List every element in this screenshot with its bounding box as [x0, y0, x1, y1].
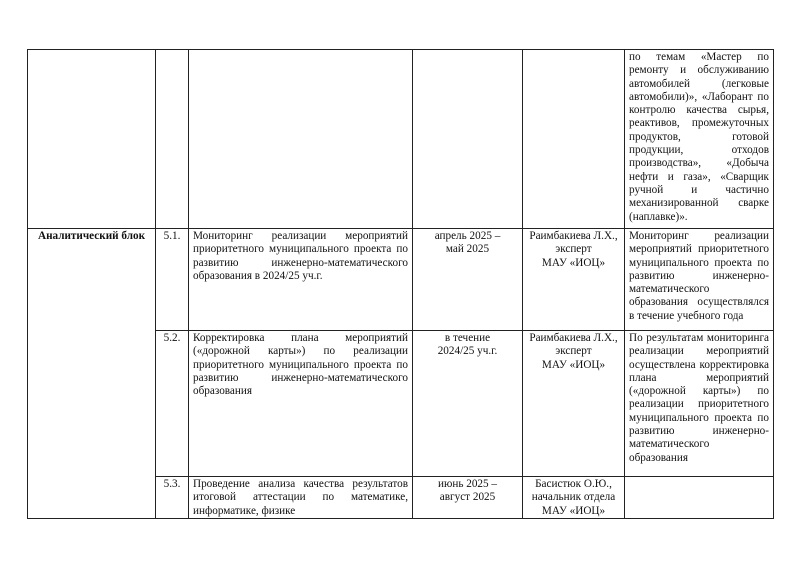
number-cell: 5.2. — [156, 331, 189, 477]
event-cell: Мониторинг реализации мероприятий приоритетного муниципального проекта по развитию инженерно-математического образования в 2024/25 уч.г. — [189, 229, 413, 331]
period-cell: июнь 2025 – август 2025 — [413, 477, 523, 519]
period-cell: в течение 2024/25 уч.г. — [413, 331, 523, 477]
table-row — [28, 229, 774, 331]
block-cell: Аналитический блок — [28, 229, 156, 519]
responsible-cell: Раимбакиева Л.Х., эксперт МАУ «ИОЦ» — [523, 229, 625, 331]
event-cell: Корректировка плана мероприятий («дорожной карты») по реализации приоритетного муниципального проекта по развитию инженерно-математического образования — [189, 331, 413, 477]
number-cell: 5.3. — [156, 477, 189, 519]
block-cell — [28, 50, 156, 229]
period-cell: апрель 2025 – май 2025 — [413, 229, 523, 331]
number-cell — [156, 50, 189, 229]
table-row — [28, 50, 774, 229]
result-cell: По результатам мониторинга реализации мероприятий осуществлена корректировка плана мероприятий («дорожной карты») по реализации приоритетного муниципального проекта по развитию инженерно-математического образования — [625, 331, 774, 477]
responsible-cell: Раимбакиева Л.Х., эксперт МАУ «ИОЦ» — [523, 331, 625, 477]
result-cell: Мониторинг реализации мероприятий приоритетного муниципального проекта по развитию инженерно-математического образования осуществлялся в течение учебного года — [625, 229, 774, 331]
event-cell: Проведение анализа качества результатов итоговой аттестации по математике, информатике, физике — [189, 477, 413, 519]
responsible-cell — [523, 50, 625, 229]
plan-table — [27, 49, 774, 519]
result-cell — [625, 477, 774, 519]
result-cell: по темам «Мастер по ремонту и обслуживанию автомобилей (легковые автомобили)», «Лаборант по контролю качества сырья, реактивов, промежуточных продуктов, готовой продукции, отходов производства», «Добыча нефти и газа», «Сварщик ручной и частично механизированной сварке (наплавке)». — [625, 50, 774, 229]
number-cell: 5.1. — [156, 229, 189, 331]
responsible-cell: Басистюк О.Ю., начальник отдела МАУ «ИОЦ» — [523, 477, 625, 519]
period-cell — [413, 50, 523, 229]
event-cell — [189, 50, 413, 229]
